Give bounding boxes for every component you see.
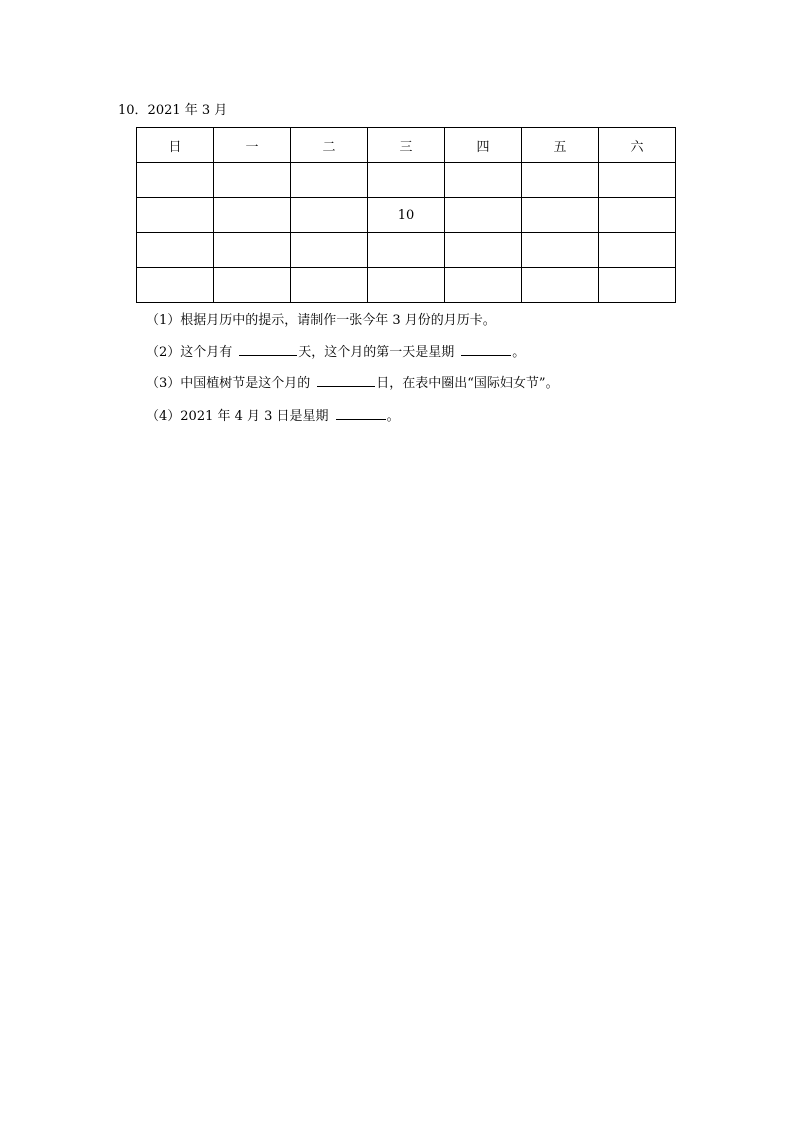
days-count-blank[interactable]	[239, 342, 297, 356]
calendar-cell	[137, 233, 214, 268]
calendar-cell	[599, 198, 676, 233]
question-3	[146, 373, 559, 393]
calendar-cell	[291, 268, 368, 303]
calendar-header-row	[137, 128, 676, 163]
calendar-table	[136, 127, 676, 303]
question-2	[146, 342, 525, 362]
calendar-cell	[522, 233, 599, 268]
question-3-text-a: （3）中国植树节是这个月的	[146, 376, 311, 391]
calendar-cell	[214, 198, 291, 233]
question-1-text: （1）根据月历中的提示，请制作一张今年 3 月份的月历卡。	[146, 313, 496, 328]
arbor-day-date-blank[interactable]	[317, 373, 375, 387]
calendar-week-row	[137, 268, 676, 303]
question-4-text-b: 。	[386, 409, 400, 424]
calendar-cell	[368, 163, 445, 198]
weekday-fri: 五	[522, 128, 599, 163]
question-4	[146, 406, 400, 426]
weekday-mon: 一	[214, 128, 291, 163]
calendar-cell	[291, 163, 368, 198]
question-4-text-a: （4）2021 年 4 月 3 日是星期	[146, 409, 329, 424]
calendar-cell	[599, 268, 676, 303]
question-2-text-a: （2）这个月有	[146, 345, 233, 360]
calendar-cell	[522, 268, 599, 303]
calendar-cell	[214, 268, 291, 303]
question-1	[146, 312, 496, 330]
calendar-cell	[445, 233, 522, 268]
weekday-sun: 日	[137, 128, 214, 163]
calendar-cell	[445, 163, 522, 198]
question-3-text-b: 日，在表中圈出“国际妇女节”。	[376, 376, 559, 391]
calendar-cell	[291, 233, 368, 268]
calendar-week-row	[137, 163, 676, 198]
calendar-cell	[214, 233, 291, 268]
calendar-cell	[137, 163, 214, 198]
calendar-cell	[368, 233, 445, 268]
question-2-text-b: 天，这个月的第一天是星期	[298, 345, 455, 360]
calendar-cell	[445, 268, 522, 303]
calendar-month-title: 2021 年 3 月	[147, 103, 228, 118]
calendar-cell-hint-date: 10	[368, 198, 445, 233]
first-day-weekday-blank[interactable]	[461, 342, 511, 356]
calendar-cell	[445, 198, 522, 233]
question-2-text-c: 。	[512, 345, 526, 360]
april-3-weekday-blank[interactable]	[336, 406, 386, 420]
calendar-cell	[368, 268, 445, 303]
weekday-tue: 二	[291, 128, 368, 163]
weekday-thu: 四	[445, 128, 522, 163]
problem-title	[118, 102, 227, 120]
calendar-cell	[137, 198, 214, 233]
calendar-cell	[599, 163, 676, 198]
calendar-cell	[522, 163, 599, 198]
calendar-week-row	[137, 233, 676, 268]
weekday-sat: 六	[599, 128, 676, 163]
calendar-cell	[214, 163, 291, 198]
calendar-cell	[599, 233, 676, 268]
calendar-cell	[522, 198, 599, 233]
calendar-week-row	[137, 198, 676, 233]
calendar-cell	[291, 198, 368, 233]
weekday-wed: 三	[368, 128, 445, 163]
calendar-cell	[137, 268, 214, 303]
problem-number: 10．	[118, 103, 148, 118]
